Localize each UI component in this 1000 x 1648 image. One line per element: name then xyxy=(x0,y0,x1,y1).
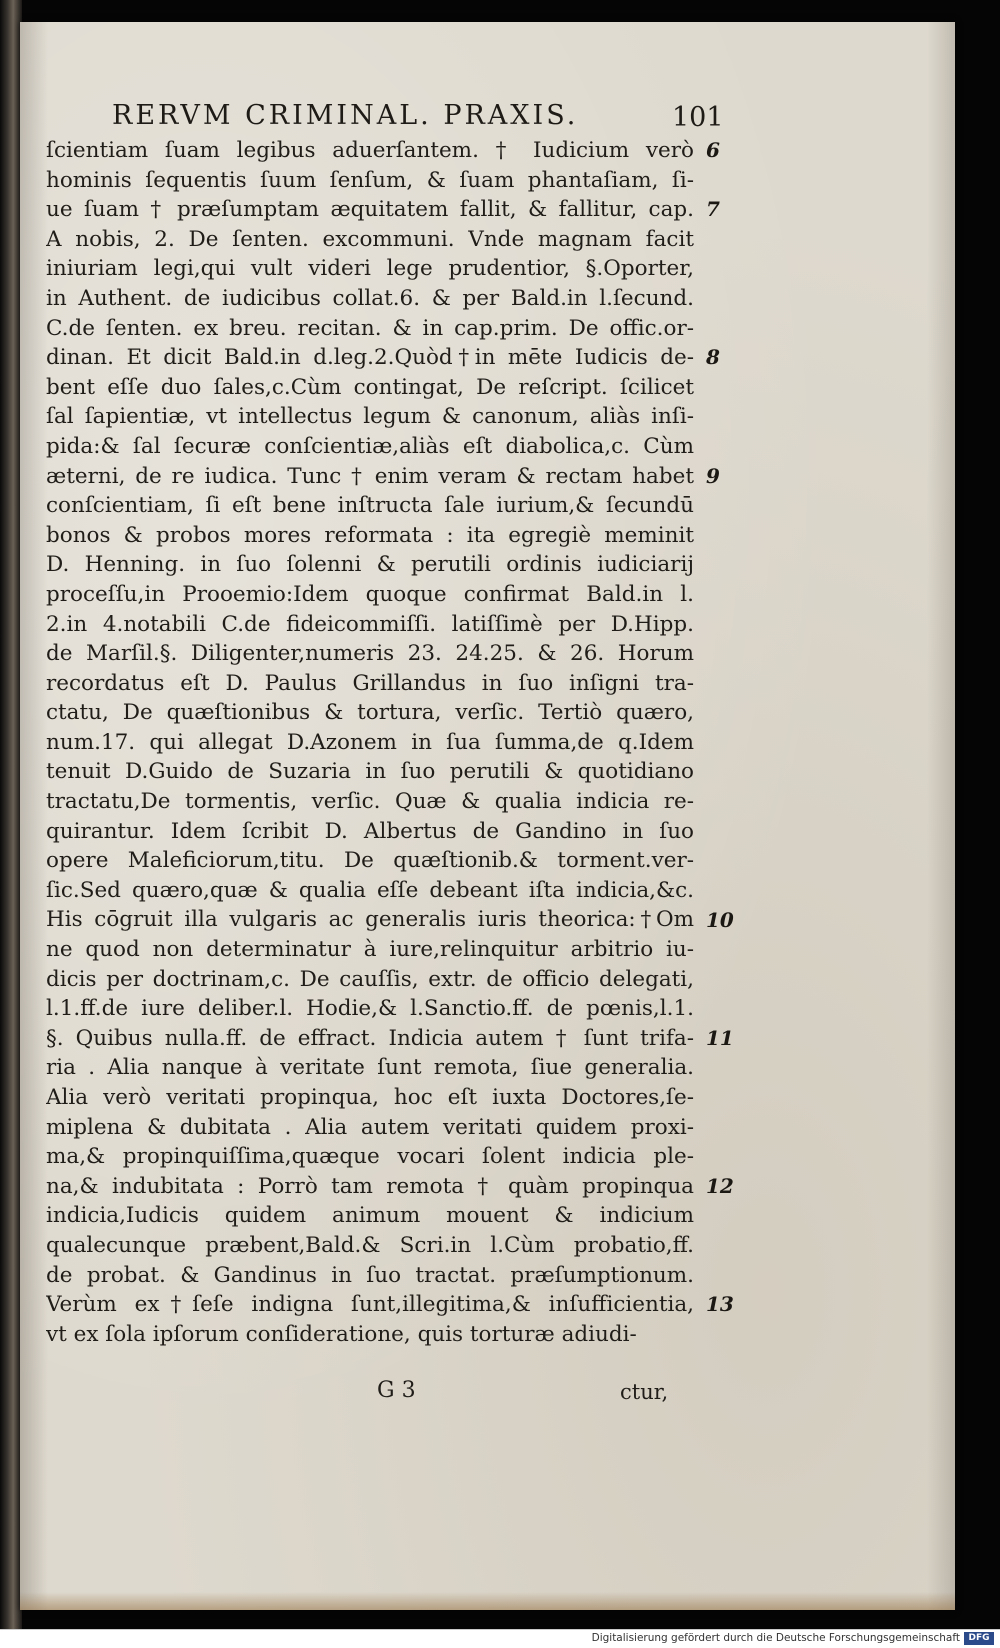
margin-note-number: 8 xyxy=(706,345,720,370)
text-line: qualecunque præbent,Bald.& Scri.in l.Cùm probatio,ff. xyxy=(46,1232,694,1258)
text-line: tractatu,De tormentis, verſic. Quæ & qualia indicia re- xyxy=(46,789,694,815)
text-line: ne quod non determinatur à iure,relinquitur arbitrio iu- xyxy=(46,937,694,963)
text-line: C.de ſenten. ex breu. recitan. & in cap.prim. De offic.or- xyxy=(46,315,694,341)
running-head: RERVM CRIMINAL. PRAXIS. xyxy=(112,100,579,131)
body-text xyxy=(46,136,694,1349)
text-line: recordatus eſt D. Paulus Grillandus in ſuo inſigni tra- xyxy=(46,670,694,696)
text-line: indicia,Iudicis quidem animum mouent & indicium xyxy=(46,1203,694,1229)
funding-footer xyxy=(0,1629,1000,1648)
book-spine xyxy=(0,0,22,1648)
text-line: ue ſuam † præſumptam æquitatem fallit, & fallitur, cap. xyxy=(46,197,694,223)
margin-note-number: 9 xyxy=(706,463,720,488)
margin-note-number: 10 xyxy=(706,907,734,932)
text-line: ctatu, De quæſtionibus & tortura, verſic. Tertiò quæro, xyxy=(46,700,694,726)
text-line: de probat. & Gandinus in ſuo tractat. præſumptionum. xyxy=(46,1262,694,1288)
text-line: de Marſil.§. Diligenter,numeris 23. 24.25. & 26. Horum xyxy=(46,641,694,667)
text-line: ſic.Sed quæro,quæ & qualia eſſe debeant iſta indicia,&c. xyxy=(46,877,694,903)
text-line: tenuit D.Guido de Suzaria in ſuo perutili & quotidiano xyxy=(46,759,694,785)
text-line: l.1.ff.de iure deliber.l. Hodie,& l.Sanctio.ff. de pœnis,l.1. xyxy=(46,996,694,1022)
funding-text: Digitalisierung gefördert durch die Deutsche Forschungsgemeinschaft xyxy=(591,1632,960,1644)
text-line: His cōgruit illa vulgaris ac generalis iuris theorica:†Om xyxy=(46,907,694,933)
text-line: bent eſſe duo ſales,c.Cùm contingat, De reſcript. ſcilicet xyxy=(46,374,694,400)
text-line: vt ex ſola ipſorum conſideratione, quis torturæ adiudi- xyxy=(46,1321,637,1347)
text-line: ſcientiam ſuam legibus aduerſantem. † Iudicium verò xyxy=(46,138,694,163)
dfg-logo: DFG xyxy=(964,1632,994,1645)
text-line: 2.in 4.notabili C.de fideicommiſſi. latiſſimè per D.Hipp. xyxy=(46,611,694,637)
text-line: na,& indubitata : Porrò tam remota † quàm propinqua xyxy=(46,1173,694,1199)
text-line: dicis per doctrinam,c. De cauſſis, extr. de officio delegati, xyxy=(46,966,694,992)
text-line: conſcientiam, ſi eſt bene inſtructa ſale iurium,& ſecundū xyxy=(46,493,694,519)
folio-number: 101 xyxy=(672,102,724,133)
text-line: ſal ſapientiæ, vt intellectus legum & canonum, aliàs inſi- xyxy=(46,404,694,430)
text-line: dinan. Et dicit Bald.in d.leg.2.Quòd†in mēte Iudicis de- xyxy=(46,345,694,371)
text-line: in Authent. de iudicibus collat.6. & per Bald.in l.ſecund. xyxy=(46,285,694,311)
margin-note-number: 13 xyxy=(706,1292,734,1317)
text-line: opere Maleficiorum,titu. De quæſtionib.& torment.ver- xyxy=(46,848,694,874)
text-line: ma,& propinquiſſima,quæque vocari ſolent indicia ple- xyxy=(46,1144,694,1170)
book-page xyxy=(20,22,955,1610)
text-line: bonos & probos mores reformata : ita egregiè meminit xyxy=(46,522,694,548)
text-line: pida:& ſal ſecuræ conſcientiæ,aliàs eſt diabolica,c. Cùm xyxy=(46,433,694,459)
margin-note-number: 11 xyxy=(706,1026,734,1050)
text-line: §. Quibus nulla.ff. de effract. Indicia autem † ſunt trifa- xyxy=(46,1025,694,1051)
text-line: miplena & dubitata . Alia autem veritati quidem proxi- xyxy=(46,1114,694,1140)
margin-note-number: 7 xyxy=(706,197,720,222)
signature-mark: G 3 xyxy=(377,1378,416,1403)
text-line: æterni, de re iudica. Tunc † enim veram & rectam habet xyxy=(46,463,694,489)
text-line: A nobis, 2. De ſenten. excommuni. Vnde magnam facit xyxy=(46,226,694,252)
catchword: ctur, xyxy=(620,1380,669,1404)
margin-note-number: 6 xyxy=(706,138,720,162)
text-line: proceſſu,in Prooemio:Idem quoque confirmat Bald.in l. xyxy=(46,581,694,607)
text-line: num.17. qui allegat D.Azonem in ſua ſumma,de q.Idem xyxy=(46,729,694,755)
text-line: ria . Alia nanque à veritate ſunt remota, ſiue generalia. xyxy=(46,1055,694,1081)
text-line: hominis ſequentis ſuum ſenſum, & ſuam phantaſiam, ſi- xyxy=(46,167,694,193)
text-line: Verùm ex†ſeſe indigna ſunt,illegitima,& inſufficientia, xyxy=(46,1292,694,1318)
text-line: iniuriam legi,qui vult videri lege prudentior, §.Oporter, xyxy=(46,256,694,282)
text-line: quirantur. Idem ſcribit D. Albertus de Gandino in ſuo xyxy=(46,818,694,844)
text-line: Alia verò veritati propinqua, hoc eſt iuxta Doctores,ſe- xyxy=(46,1085,694,1110)
margin-note-number: 12 xyxy=(706,1174,734,1198)
text-line: D. Henning. in ſuo ſolenni & perutili ordinis iudiciarij xyxy=(46,552,694,578)
page-edge xyxy=(20,1592,955,1610)
